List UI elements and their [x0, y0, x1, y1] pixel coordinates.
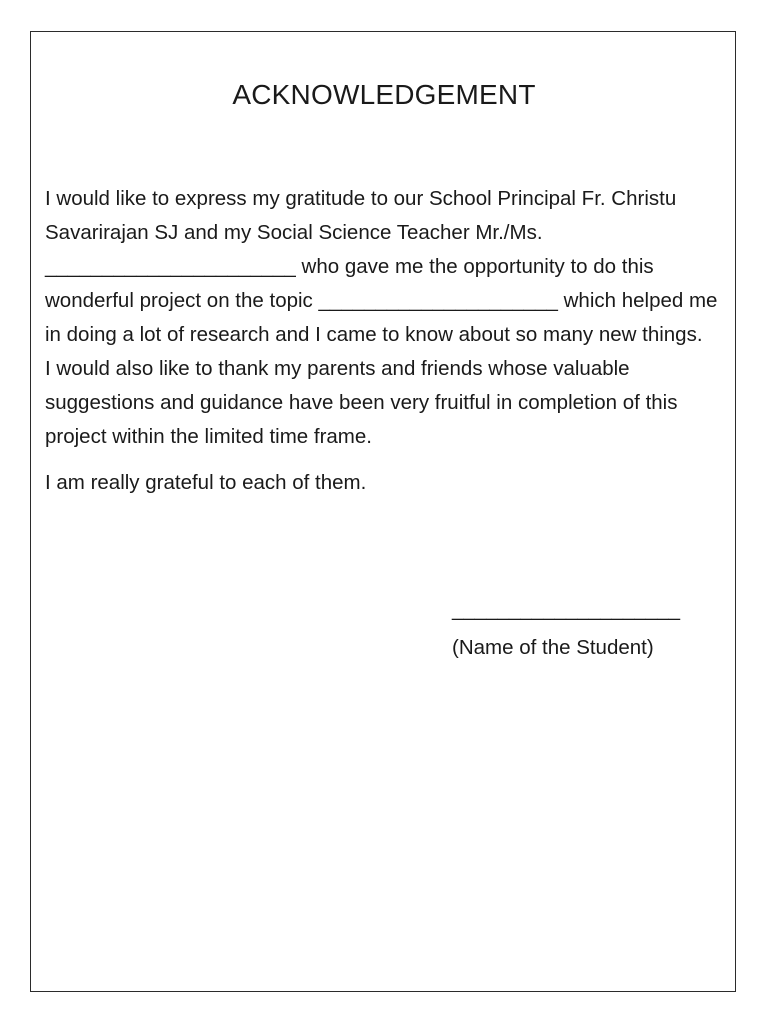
signature-line: ____________________ — [452, 598, 681, 621]
paragraph-gratitude: I would like to express my gratitude to our School Principal Fr. Christu Savarirajan SJ and my Social Science Teacher Mr./Ms. ______________________ who gave me the opportunity to do this wonderful project on the topic _____________________ which helped me in doing a lot of research and I came to know about so many new things. — [45, 187, 718, 346]
document-title: ACKNOWLEDGEMENT — [232, 79, 536, 110]
paragraph-grateful: I am really grateful to each of them. — [45, 471, 367, 494]
page-border — [30, 31, 736, 992]
student-name-label: (Name of the Student) — [452, 636, 654, 659]
paragraph-thanks-parents: I would also like to thank my parents and friends whose valuable suggestions and guidance have been very fruitful in completion of this project within the limited time frame. — [45, 357, 678, 448]
acknowledgement-body — [45, 182, 730, 500]
